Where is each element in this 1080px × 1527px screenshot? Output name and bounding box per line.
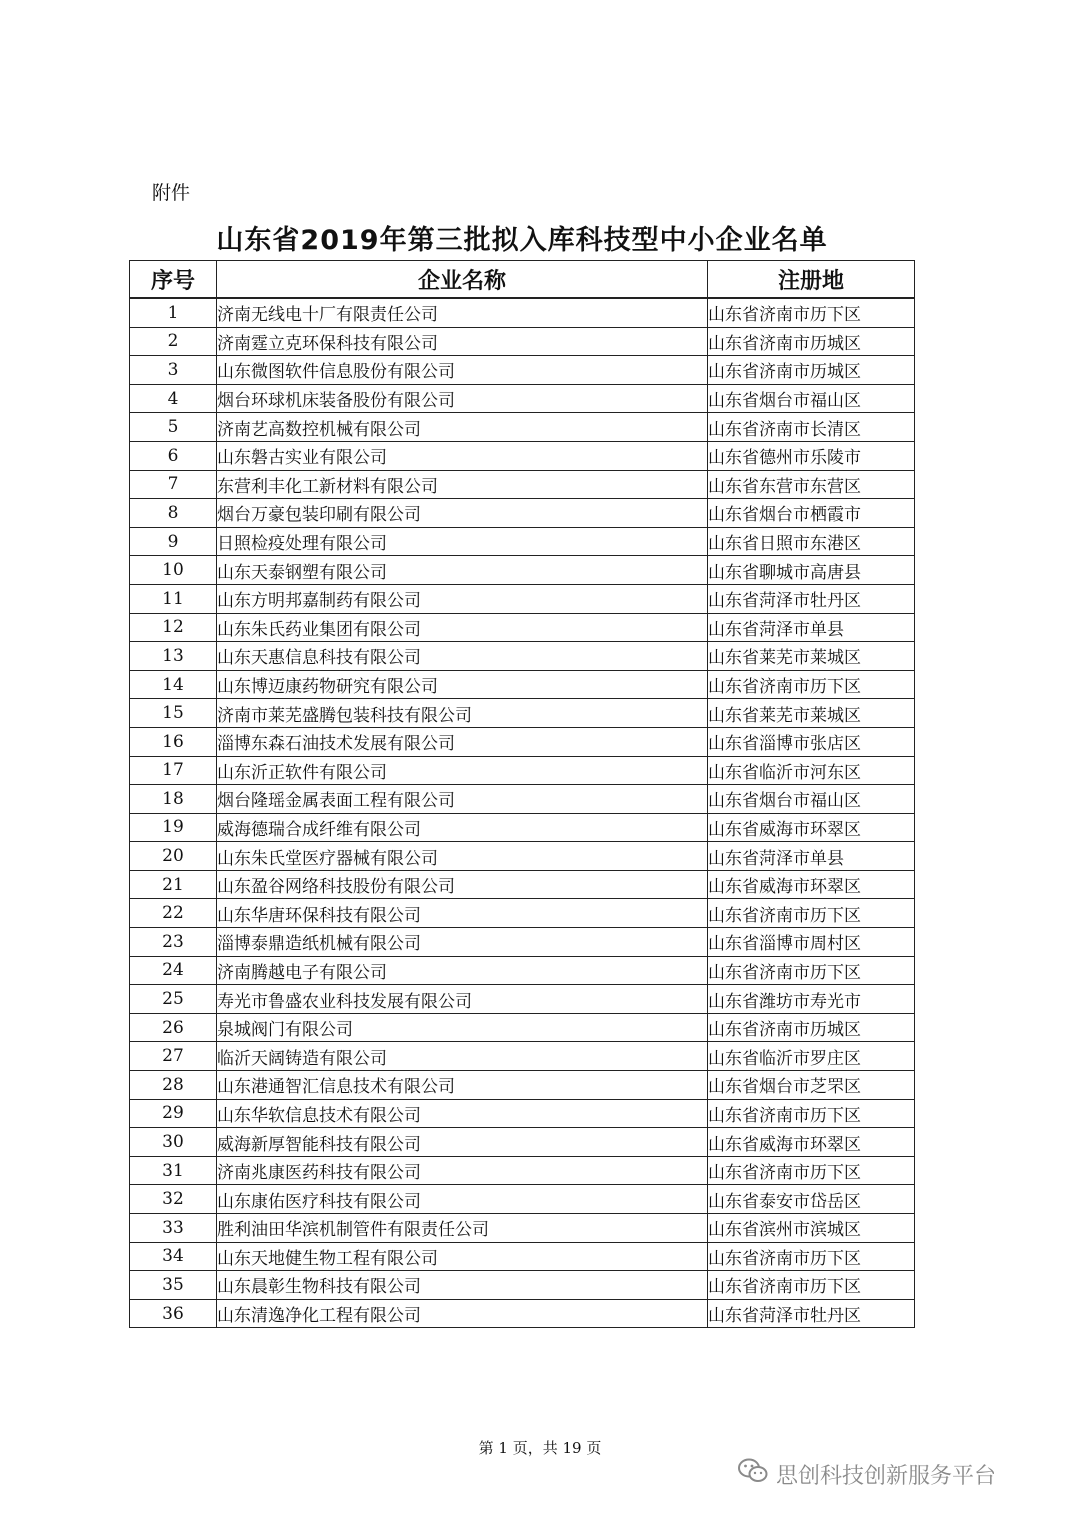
serial-number-cell: 21 [130,870,217,899]
company-name-cell: 山东康佑医疗科技有限公司 [217,1185,708,1214]
company-name-cell: 济南艺高数控机械有限公司 [217,413,708,442]
enterprise-table [129,260,915,1328]
document-title: 山东省2019年第三批拟入库科技型中小企业名单 [216,225,828,256]
serial-number-cell: 18 [130,785,217,814]
serial-number-cell: 12 [130,613,217,642]
company-name-cell: 淄博东森石油技术发展有限公司 [217,727,708,756]
serial-number-cell: 2 [130,327,217,356]
registered-location-cell: 山东省烟台市芝罘区 [708,1071,915,1100]
header-serial-number: 序号 [130,261,217,299]
serial-number-cell: 3 [130,356,217,385]
page-number: 第 1 页，共 19 页 [478,1439,602,1457]
serial-number-cell: 22 [130,899,217,928]
company-name-cell: 济南霆立克环保科技有限公司 [217,327,708,356]
company-name-cell: 泉城阀门有限公司 [217,1013,708,1042]
registered-location-cell: 山东省济南市历城区 [708,356,915,385]
registered-location-cell: 山东省济南市历下区 [708,298,915,327]
registered-location-cell: 山东省济南市历下区 [708,1242,915,1271]
registered-location-cell: 山东省日照市东港区 [708,527,915,556]
company-name-cell: 山东方明邦嘉制药有限公司 [217,584,708,613]
company-name-cell: 济南市莱芜盛腾包装科技有限公司 [217,699,708,728]
serial-number-cell: 16 [130,727,217,756]
registered-location-cell: 山东省威海市环翠区 [708,1128,915,1157]
serial-number-cell: 4 [130,384,217,413]
table-row [130,384,915,413]
registered-location-cell: 山东省济南市历下区 [708,670,915,699]
registered-location-cell: 山东省菏泽市牡丹区 [708,584,915,613]
registered-location-cell: 山东省淄博市张店区 [708,727,915,756]
table-row [130,356,915,385]
registered-location-cell: 山东省德州市乐陵市 [708,441,915,470]
header-registered-location: 注册地 [708,261,915,299]
table-row [130,584,915,613]
company-name-cell: 山东博迈康药物研究有限公司 [217,670,708,699]
table-row [130,1271,915,1300]
company-name-cell: 临沂天阔铸造有限公司 [217,1042,708,1071]
serial-number-cell: 10 [130,556,217,585]
company-name-cell: 济南兆康医药科技有限公司 [217,1156,708,1185]
serial-number-cell: 36 [130,1299,217,1328]
company-name-cell: 济南腾越电子有限公司 [217,956,708,985]
company-name-cell: 东营利丰化工新材料有限公司 [217,470,708,499]
serial-number-cell: 35 [130,1271,217,1300]
table-row [130,642,915,671]
company-name-cell: 山东朱氏药业集团有限公司 [217,613,708,642]
watermark [738,1458,996,1490]
serial-number-cell: 34 [130,1242,217,1271]
table-row [130,1185,915,1214]
table-row [130,842,915,871]
registered-location-cell: 山东省济南市历城区 [708,327,915,356]
company-name-cell: 山东盈谷网络科技股份有限公司 [217,870,708,899]
serial-number-cell: 31 [130,1156,217,1185]
registered-location-cell: 山东省济南市历城区 [708,1013,915,1042]
registered-location-cell: 山东省滨州市滨城区 [708,1214,915,1243]
serial-number-cell: 33 [130,1214,217,1243]
registered-location-cell: 山东省烟台市栖霞市 [708,499,915,528]
table-row [130,870,915,899]
serial-number-cell: 17 [130,756,217,785]
table-row [130,1042,915,1071]
serial-number-cell: 8 [130,499,217,528]
serial-number-cell: 13 [130,642,217,671]
company-name-cell: 山东天惠信息科技有限公司 [217,642,708,671]
serial-number-cell: 23 [130,928,217,957]
serial-number-cell: 5 [130,413,217,442]
serial-number-cell: 7 [130,470,217,499]
table-row [130,1156,915,1185]
serial-number-cell: 15 [130,699,217,728]
table-row [130,985,915,1014]
table-row [130,1128,915,1157]
registered-location-cell: 山东省东营市东营区 [708,470,915,499]
company-name-cell: 威海新厚智能科技有限公司 [217,1128,708,1157]
table-row [130,727,915,756]
serial-number-cell: 9 [130,527,217,556]
company-name-cell: 山东华软信息技术有限公司 [217,1099,708,1128]
table-row [130,413,915,442]
registered-location-cell: 山东省临沂市罗庄区 [708,1042,915,1071]
registered-location-cell: 山东省威海市环翠区 [708,870,915,899]
table-header-row [130,261,915,299]
table-row [130,1013,915,1042]
registered-location-cell: 山东省威海市环翠区 [708,813,915,842]
table-row [130,470,915,499]
registered-location-cell: 山东省菏泽市单县 [708,613,915,642]
table-row [130,785,915,814]
table-row [130,556,915,585]
serial-number-cell: 29 [130,1099,217,1128]
company-name-cell: 日照检疫处理有限公司 [217,527,708,556]
company-name-cell: 烟台环球机床装备股份有限公司 [217,384,708,413]
company-name-cell: 山东华唐环保科技有限公司 [217,899,708,928]
company-name-cell: 山东晨彰生物科技有限公司 [217,1271,708,1300]
table-row [130,1071,915,1100]
serial-number-cell: 6 [130,441,217,470]
table-row [130,1299,915,1328]
registered-location-cell: 山东省泰安市岱岳区 [708,1185,915,1214]
company-name-cell: 胜利油田华滨机制管件有限责任公司 [217,1214,708,1243]
company-name-cell: 山东天泰钢塑有限公司 [217,556,708,585]
serial-number-cell: 27 [130,1042,217,1071]
table-row [130,813,915,842]
serial-number-cell: 1 [130,298,217,327]
registered-location-cell: 山东省临沂市河东区 [708,756,915,785]
registered-location-cell: 山东省烟台市福山区 [708,384,915,413]
registered-location-cell: 山东省聊城市高唐县 [708,556,915,585]
table-body [130,298,915,1328]
table-row [130,956,915,985]
table-row [130,699,915,728]
company-name-cell: 寿光市鲁盛农业科技发展有限公司 [217,985,708,1014]
wechat-icon [738,1458,768,1490]
registered-location-cell: 山东省烟台市福山区 [708,785,915,814]
table-row [130,298,915,327]
registered-location-cell: 山东省济南市历下区 [708,899,915,928]
company-name-cell: 济南无线电十厂有限责任公司 [217,298,708,327]
company-name-cell: 山东清逸净化工程有限公司 [217,1299,708,1328]
table-row [130,928,915,957]
registered-location-cell: 山东省济南市历下区 [708,1271,915,1300]
company-name-cell: 山东沂正软件有限公司 [217,756,708,785]
header-company-name: 企业名称 [217,261,708,299]
serial-number-cell: 19 [130,813,217,842]
table-row [130,1099,915,1128]
serial-number-cell: 11 [130,584,217,613]
registered-location-cell: 山东省济南市长清区 [708,413,915,442]
registered-location-cell: 山东省莱芜市莱城区 [708,699,915,728]
serial-number-cell: 14 [130,670,217,699]
table-row [130,1214,915,1243]
table-row [130,441,915,470]
watermark-text: 思创科技创新服务平台 [776,1463,997,1489]
table-row [130,327,915,356]
serial-number-cell: 20 [130,842,217,871]
serial-number-cell: 32 [130,1185,217,1214]
company-name-cell: 烟台隆瑶金属表面工程有限公司 [217,785,708,814]
registered-location-cell: 山东省菏泽市单县 [708,842,915,871]
company-name-cell: 淄博泰鼎造纸机械有限公司 [217,928,708,957]
registered-location-cell: 山东省济南市历下区 [708,956,915,985]
table-row [130,527,915,556]
table-row [130,1242,915,1271]
table-row [130,499,915,528]
registered-location-cell: 山东省济南市历下区 [708,1156,915,1185]
registered-location-cell: 山东省济南市历下区 [708,1099,915,1128]
serial-number-cell: 30 [130,1128,217,1157]
registered-location-cell: 山东省淄博市周村区 [708,928,915,957]
company-name-cell: 山东微图软件信息股份有限公司 [217,356,708,385]
serial-number-cell: 25 [130,985,217,1014]
company-name-cell: 山东朱氏堂医疗器械有限公司 [217,842,708,871]
registered-location-cell: 山东省莱芜市莱城区 [708,642,915,671]
registered-location-cell: 山东省潍坊市寿光市 [708,985,915,1014]
table-row [130,756,915,785]
table-row [130,899,915,928]
serial-number-cell: 28 [130,1071,217,1100]
company-name-cell: 山东港通智汇信息技术有限公司 [217,1071,708,1100]
serial-number-cell: 26 [130,1013,217,1042]
serial-number-cell: 24 [130,956,217,985]
company-name-cell: 威海德瑞合成纤维有限公司 [217,813,708,842]
company-name-cell: 山东磐古实业有限公司 [217,441,708,470]
table-row [130,670,915,699]
table-row [130,613,915,642]
registered-location-cell: 山东省菏泽市牡丹区 [708,1299,915,1328]
company-name-cell: 烟台万豪包装印刷有限公司 [217,499,708,528]
attachment-label: 附件 [152,182,191,204]
company-name-cell: 山东天地健生物工程有限公司 [217,1242,708,1271]
